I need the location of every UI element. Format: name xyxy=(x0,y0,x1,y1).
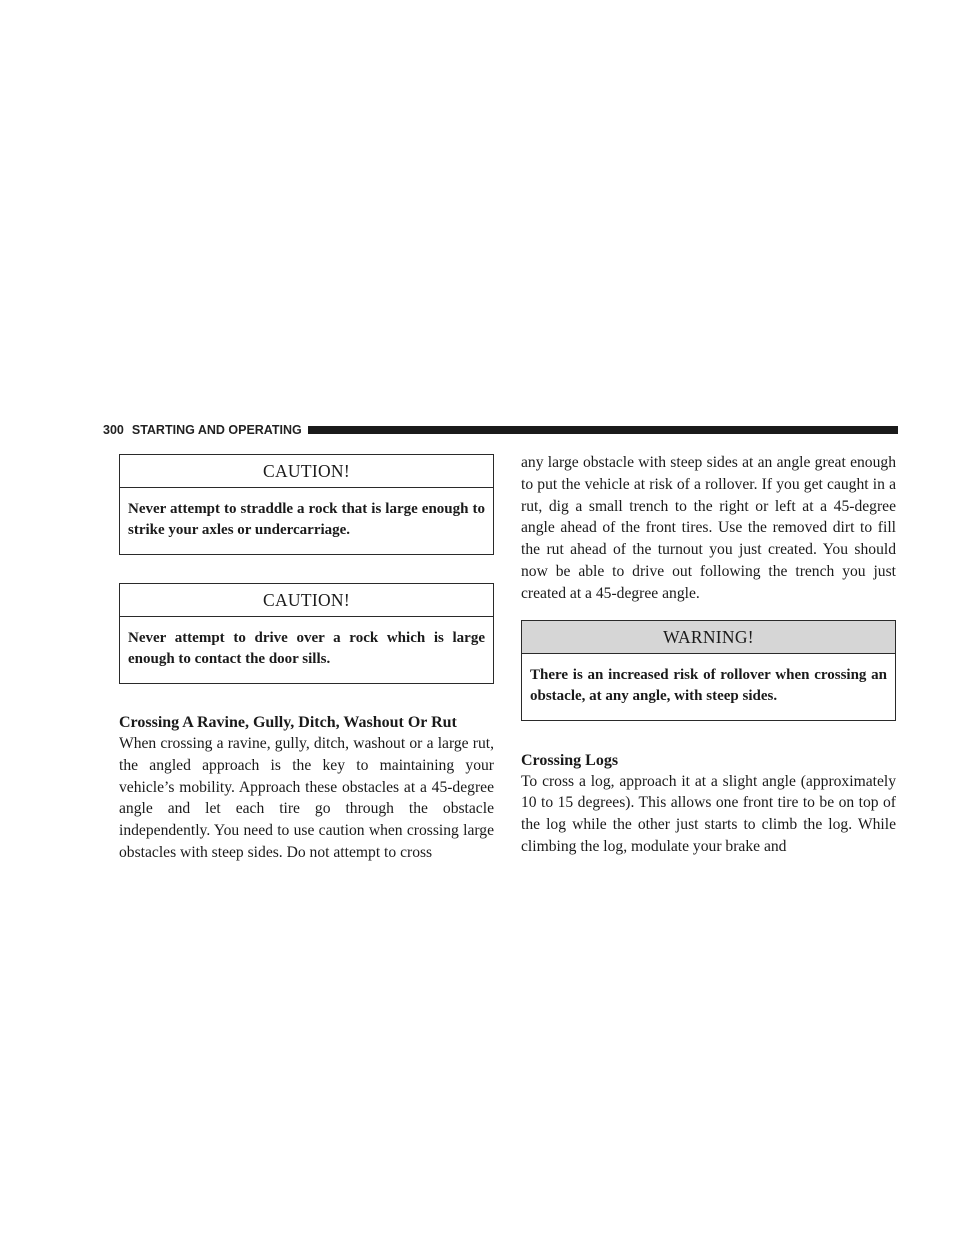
caution-box-straddle xyxy=(119,454,494,555)
page-header xyxy=(103,422,898,438)
page-number: 300 xyxy=(103,423,124,437)
caution-box-door-sills xyxy=(119,583,494,684)
caution-title: CAUTION! xyxy=(120,455,493,488)
warning-text: There is an increased risk of rollover when crossing an obstacle, at any angle, with steep sides. xyxy=(530,666,887,704)
ravine-heading: Crossing A Ravine, Gully, Ditch, Washout Or Rut xyxy=(119,714,457,731)
logs-heading: Crossing Logs xyxy=(521,751,619,769)
section-title: STARTING AND OPERATING xyxy=(131,423,302,437)
caution-title: CAUTION! xyxy=(120,584,493,617)
continued-paragraph: any large obstacle with steep sides at an angle great enough to put the vehicle at risk of a rollover. If you get caught in a rut, dig a small trench to the right or left at a 45-degree angle ahead of the front tires. Use the removed dirt to fill the rut ahead of the turnout you just created. You should now be able to drive out following the trench you just created at a 45-degree angle. xyxy=(521,454,896,602)
warning-box-rollover xyxy=(521,620,896,721)
header-rule xyxy=(308,426,898,434)
caution-text: Never attempt to drive over a rock which is large enough to contact the door sills. xyxy=(128,630,485,667)
ravine-paragraph: When crossing a ravine, gully, ditch, washout or a large rut, the angled approach is the key to maintaining your vehicle’s mobility. Approach these obstacles at a 45-degree angle and let each tire go through the obstacle independently. You need to use caution when crossing large obstacles with steep sides. Do not attempt to cross xyxy=(119,735,494,861)
caution-text: Never attempt to straddle a rock that is large enough to strike your axles or undercarriage. xyxy=(128,501,485,538)
left-column xyxy=(119,452,494,864)
warning-title: WARNING! xyxy=(522,621,895,654)
right-column xyxy=(521,452,896,858)
logs-paragraph: To cross a log, approach it at a slight angle (approximately 10 to 15 degrees). This allows one front tire to be on top of the log while the other just starts to climb the log. While climbing the log, modulate your brake and xyxy=(521,772,896,855)
